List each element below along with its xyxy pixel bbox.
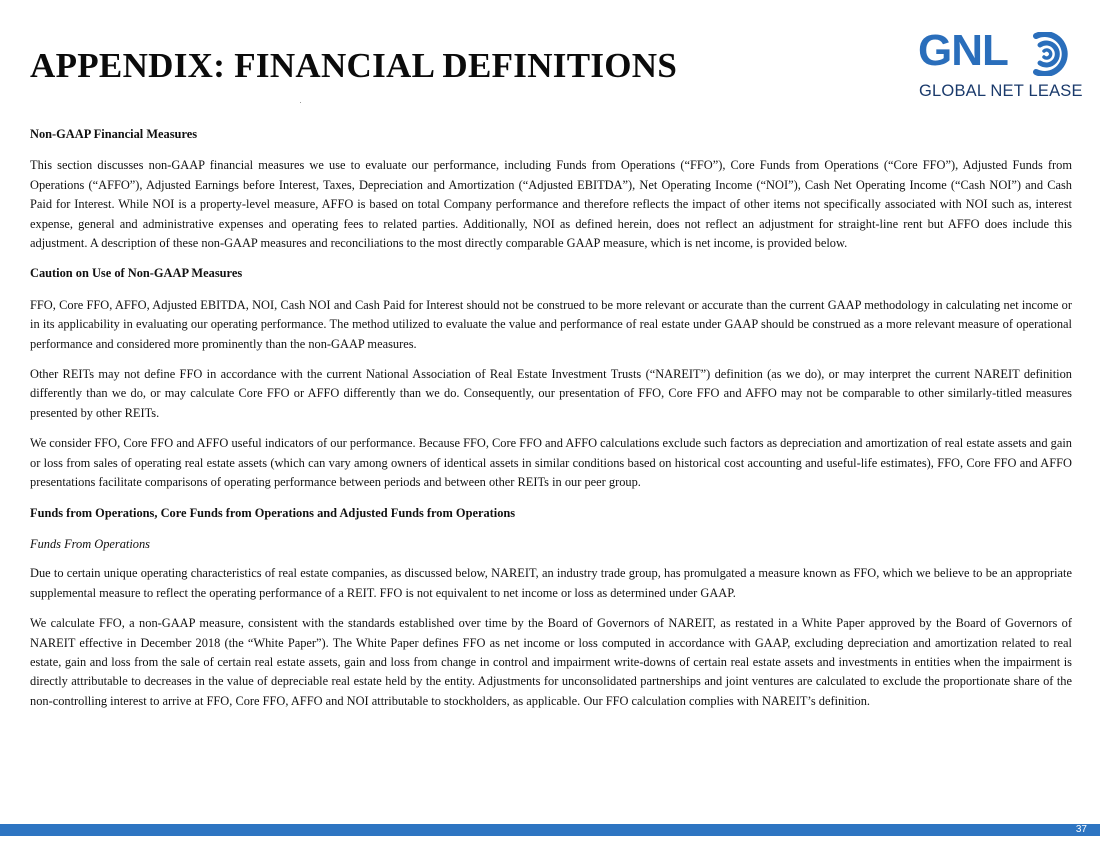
document-body [30, 125, 1072, 722]
subheading-ffo: Funds From Operations [30, 536, 151, 551]
section-heading-non-gaap: Non-GAAP Financial Measures [30, 127, 198, 141]
paragraph: We consider FFO, Core FFO and AFFO useful indicators of our performance. Because FFO, Core FFO and AFFO calculations exclude such factors as depreciation and amortization of real estate assets and gain or loss from sales of operating real estate assets (which can vary among owners of identical assets in similar conditions based on historical cost accounting and useful-life estimates), FFO, Core FFO and AFFO presentations facilitate comparisons of operating performance between periods and between other REITs in our peer group. [30, 436, 1072, 490]
page-number: 37 [1075, 824, 1087, 835]
stray-dot [300, 102, 301, 103]
logo-wordmark: GNL [918, 26, 1008, 75]
paragraph: Due to certain unique operating characteristics of real estate companies, as discussed below, NAREIT, an industry trade group, has promulgated a measure known as FFO, which we believe to be an appropriate supplemental measure to reflect the operating performance of a REIT. FFO is not equivalent to net income or loss as determined under GAAP. [30, 566, 1072, 600]
logo-subtitle: GLOBAL NET LEASE [919, 82, 1083, 100]
footer-bar [0, 824, 1100, 836]
section-heading-caution: Caution on Use of Non-GAAP Measures [30, 266, 243, 281]
paragraph: Other REITs may not define FFO in accordance with the current National Association of Real Estate Investment Trusts (“NAREIT”) definition (as we do), or may interpret the current NAREIT definition differently than we do, or may calculate Core FFO or AFFO differently than we do. Consequently, our presentation of FFO, Core FFO and AFFO may not be comparable to other similarly-titled measures presented by other REITs. [30, 367, 1072, 420]
logo-swirl-icon [1026, 32, 1074, 76]
paragraph: FFO, Core FFO, AFFO, Adjusted EBITDA, NOI, Cash NOI and Cash Paid for Interest should not be construed to be more relevant or accurate than the current GAAP methodology in calculating net income or in its applicability in evaluating our operating performance. The method utilized to evaluate the value and performance of real estate under GAAP should be construed as a more relevant measure of operational performance and considered more prominently than the non-GAAP measures. [30, 297, 1072, 351]
section-heading-ffo: Funds from Operations, Core Funds from Operations and Adjusted Funds from Operations [30, 505, 516, 520]
gnl-logo [918, 26, 1083, 102]
paragraph: We calculate FFO, a non-GAAP measure, consistent with the standards established over time by the Board of Governors of NAREIT, as restated in a White Paper approved by the Board of Governors of NAREIT effective in December 2018 (the “White Paper”). The White Paper defines FFO as net income or loss computed in accordance with GAAP, excluding depreciation and amortization related to real estate, gain and loss from the sale of certain real estate assets, gain and loss from change in control and impairment write-downs of certain real estate assets and investments in entities when the impairment is directly attributable to decreases in the value of depreciable real estate held by the entity. Adjustments for unconsolidated partnerships and joint ventures are calculated to exclude the proportionate share of the non-controlling interest to arrive at FFO, Core FFO, AFFO and NOI attributable to stockholders, as applicable. Our FFO calculation complies with NAREIT’s definition. [30, 616, 1072, 708]
paragraph: This section discusses non-GAAP financial measures we use to evaluate our performance, including Funds from Operations (“FFO”), Core Funds from Operations (“Core FFO”), Adjusted Funds from Operations (“AFFO”), Adjusted Earnings before Interest, Taxes, Depreciation and Amortization (“Adjusted EBITDA”), Net Operating Income (“NOI”), Cash Net Operating Income (“Cash NOI”) and Cash Paid for Interest. While NOI is a property-level measure, AFFO is based on total Company performance and therefore reflects the impact of other items not specifically associated with NOI such as, interest expense, general and administrative expenses and operating fees to related parties. Additionally, NOI as defined herein, does not reflect an adjustment for straight-line rent but AFFO does include this adjustment. A description of these non-GAAP measures and reconciliations to the most directly comparable GAAP measure, which is net income, is provided below. [30, 158, 1072, 251]
page-title: APPENDIX: FINANCIAL DEFINITIONS [30, 46, 678, 85]
